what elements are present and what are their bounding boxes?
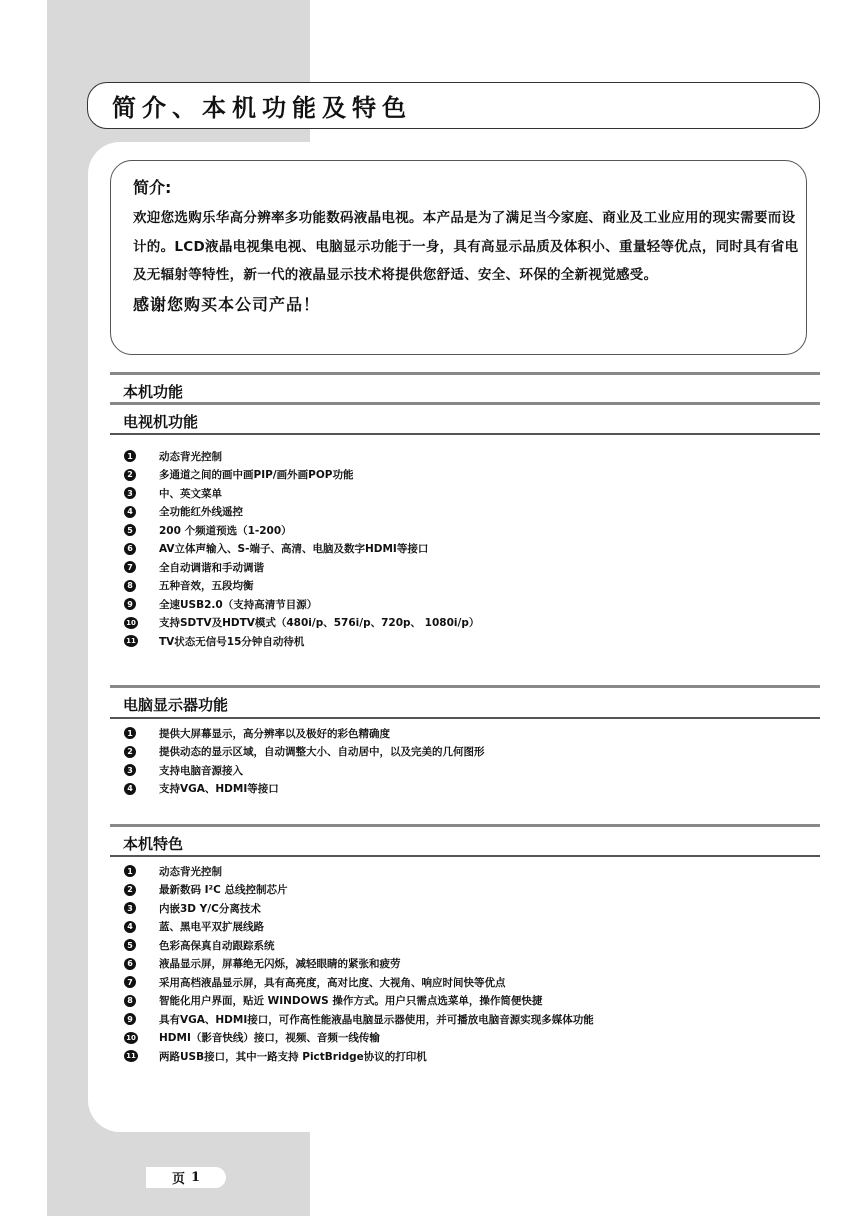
tv-item [124,521,479,540]
bullet-number-icon: 9 [124,1013,136,1025]
tv-item [124,466,479,485]
tv-item [124,614,479,633]
tv-item-text: AV立体声输入、S-端子、高清、电脑及数字HDMI等接口 [159,543,429,556]
bullet-number-icon: 1 [124,727,136,739]
bullet-number-icon: 8 [124,580,136,592]
tv-item-text: 全功能红外线遥控 [159,506,243,519]
tv-item [124,595,479,614]
features-item-text: HDMI（影音快线）接口，视频、音频一线传输 [159,1032,380,1045]
features-item [124,1047,594,1066]
pc-functions-list [124,724,485,798]
bullet-number-icon: 3 [124,764,136,776]
section-divider [110,685,820,688]
intro-paragraph: 欢迎您选购乐华高分辨率多功能数码液晶电视。本产品是为了满足当今家庭、商业及工业应用的现实需要而设计的。LCD液晶电视集电视、电脑显示功能于一身，具有高显示品质及体积小、重量轻等优点，同时具有省电及无辐射等特性，新一代的液晶显示技术将提供您舒适、安全、环保的全新视觉感受。 [133,210,799,283]
tv-item [124,484,479,503]
section-divider [110,824,820,827]
features-item-text: 内嵌3D Y/C分离技术 [159,902,261,915]
features-item [124,918,594,937]
pc-item-text: 提供大屏幕显示，高分辨率以及极好的彩色精确度 [159,727,390,740]
tv-functions-title: 电视机功能 [123,413,199,431]
pc-item [124,780,485,799]
tv-item-text: 中、英文菜单 [159,487,222,500]
tv-item-text: 五种音效，五段均衡 [159,580,254,593]
features-item-text: 具有VGA、HDMI接口，可作高性能液晶电脑显示器使用，并可播放电脑音源实现多媒体功能 [159,1013,594,1026]
bullet-number-icon: 3 [124,902,136,914]
intro-thanks: 感谢您购买本公司产品！ [133,294,321,314]
page-title: 简介、本机功能及特色 [112,94,412,122]
bullet-number-icon: 7 [124,976,136,988]
features-item [124,1010,594,1029]
section-divider [110,372,820,375]
tv-item-text: 支持SDTV及HDTV模式（480i/p、576i/p、720p、 1080i/p） [159,617,480,630]
pc-item-text: 支持VGA、HDMI等接口 [159,783,279,796]
tv-item [124,503,479,522]
features-item [124,1029,594,1048]
page-number: 1 [190,1170,201,1185]
bullet-number-icon: 8 [124,995,136,1007]
bullet-number-icon: 4 [124,783,136,795]
bullet-number-icon: 9 [124,598,136,610]
tv-item [124,577,479,596]
features-item-text: 蓝、黑电平双扩展线路 [159,921,264,934]
features-item-text: 智能化用户界面，贴近 WINDOWS 操作方式。用户只需点选菜单，操作简便快捷 [159,995,543,1008]
pc-item-text: 支持电脑音源接入 [159,764,243,777]
features-item-text: 色彩高保真自动跟踪系统 [159,939,275,952]
tv-item [124,558,479,577]
pc-item [124,761,485,780]
tv-item-text: TV状态无信号15分钟自动待机 [159,635,305,648]
pc-item-text: 提供动态的显示区域，自动调整大小、自动居中，以及完美的几何图形 [159,746,485,759]
bullet-number-icon: 10 [124,617,138,629]
bullet-number-icon: 4 [124,506,136,518]
tv-item [124,540,479,559]
bullet-number-icon: 6 [124,543,136,555]
features-item [124,936,594,955]
features-title: 本机特色 [123,835,184,853]
pc-item [124,743,485,762]
bullet-number-icon: 1 [124,865,136,877]
tv-item [124,447,479,466]
pc-functions-title: 电脑显示器功能 [123,696,229,714]
page-label: 页 [171,1172,185,1187]
bullet-number-icon: 1 [124,450,136,462]
features-item-text: 采用高档液晶显示屏，具有高亮度，高对比度、大视角、响应时间快等优点 [159,976,506,989]
page-number-tag [146,1167,226,1188]
features-item [124,992,594,1011]
bullet-number-icon: 11 [124,1050,138,1062]
bullet-number-icon: 5 [124,524,136,536]
features-item [124,899,594,918]
intro-box [110,160,807,355]
bullet-number-icon: 2 [124,469,136,481]
tv-item-text: 200 个频道预选（1-200） [159,524,292,537]
bullet-number-icon: 4 [124,921,136,933]
bullet-number-icon: 11 [124,635,138,647]
features-item-text: 两路USB接口，其中一路支持 PictBridge协议的打印机 [159,1050,427,1063]
section-divider [110,855,820,857]
bullet-number-icon: 10 [124,1032,138,1044]
features-item [124,881,594,900]
tv-item-text: 动态背光控制 [159,450,222,463]
tv-item-text: 全速USB2.0（支持高清节目源） [159,598,318,611]
features-list [124,862,594,1066]
bullet-number-icon: 3 [124,487,136,499]
features-item-text: 动态背光控制 [159,865,222,878]
features-item [124,973,594,992]
features-item [124,955,594,974]
title-banner [87,82,820,129]
tv-item-text: 全自动调谐和手动调谐 [159,561,264,574]
bullet-number-icon: 7 [124,561,136,573]
features-item-text: 液晶显示屏，屏幕绝无闪烁，减轻眼睛的紧张和疲劳 [159,958,401,971]
section-divider [110,717,820,719]
tv-item-text: 多通道之间的画中画PIP/画外画POP功能 [159,469,354,482]
functions-title: 本机功能 [123,383,184,401]
bullet-number-icon: 2 [124,884,136,896]
tv-functions-list [124,447,479,651]
intro-heading: 简介: [133,178,172,197]
section-divider [110,433,820,435]
bullet-number-icon: 2 [124,746,136,758]
features-item [124,862,594,881]
pc-item [124,724,485,743]
bullet-number-icon: 5 [124,939,136,951]
tv-item [124,632,479,651]
section-divider [110,402,820,405]
features-item-text: 最新数码 I²C 总线控制芯片 [159,884,288,897]
bullet-number-icon: 6 [124,958,136,970]
